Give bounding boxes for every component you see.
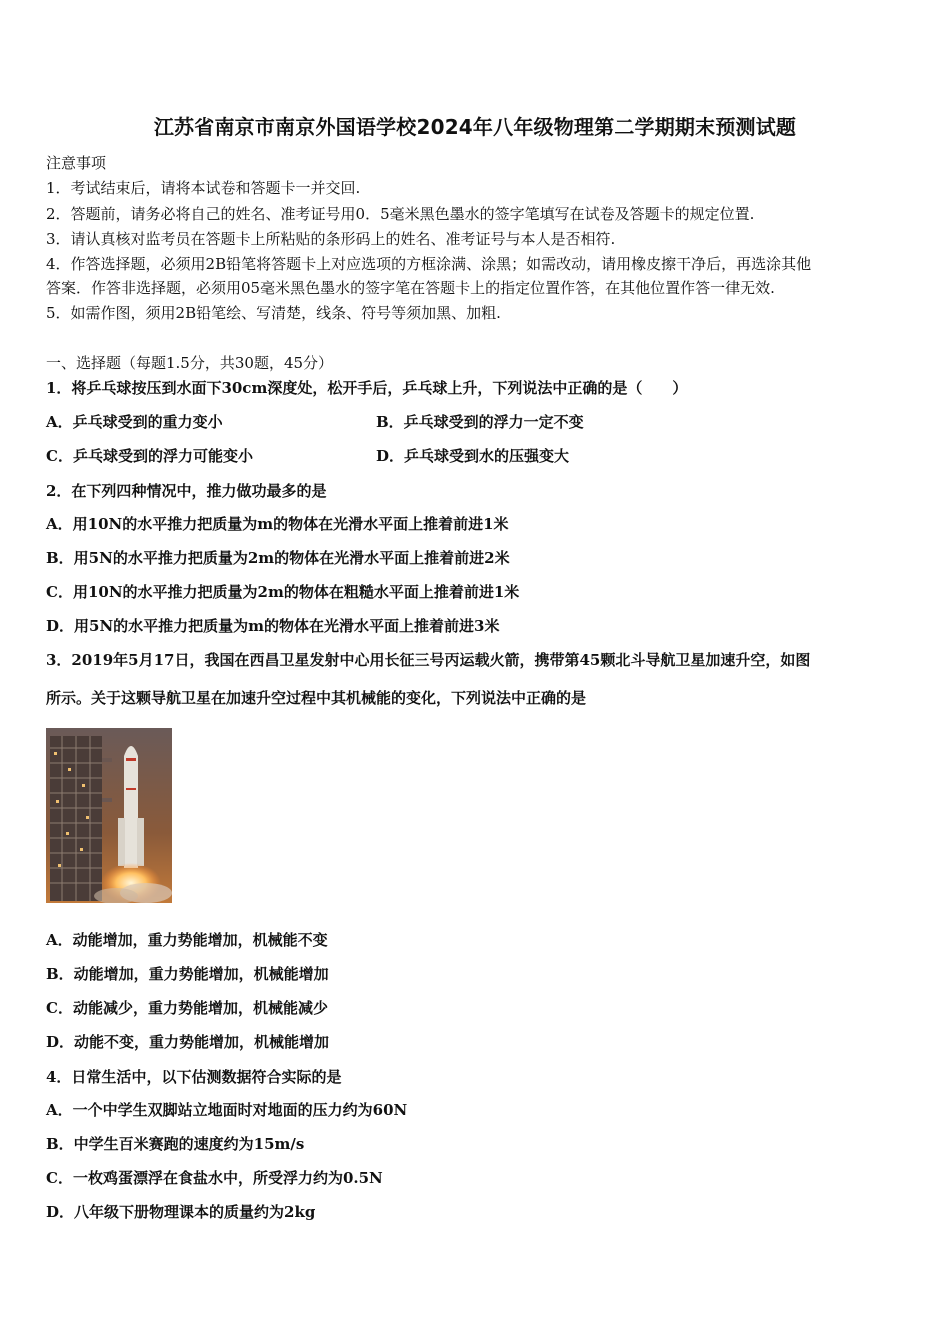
note-item: 2．答题前，请务必将自己的姓名、准考证号用0．5毫米黑色墨水的签字笔填写在试卷及答题卡的规定位置. [46, 205, 755, 223]
question-3-option-b: B．动能增加，重力势能增加，机械能增加 [46, 965, 329, 983]
question-1-stem: 1．将乒乓球按压到水面下30cm深度处，松开手后，乒乓球上升，下列说法中正确的是（ ） [46, 379, 688, 397]
question-2-stem: 2．在下列四种情况中，推力做功最多的是 [46, 482, 327, 500]
note-item: 4．作答选择题，必须用2B铅笔将答题卡上对应选项的方框涂满、涂黑；如需改动，请用橡皮擦干净后，再选涂其他 [46, 255, 812, 273]
page-title: 江苏省南京市南京外国语学校2024年八年级物理第二学期期末预测试题 [153, 115, 797, 139]
note-item: 答案．作答非选择题，必须用05毫米黑色墨水的签字笔在答题卡上的指定位置作答，在其他位置作答一律无效. [46, 279, 775, 297]
question-1-option-c: C．乒乓球受到的浮力可能变小 [46, 447, 253, 465]
note-item: 5．如需作图，须用2B铅笔绘、写清楚，线条、符号等须加黑、加粗. [46, 304, 501, 322]
question-1-option-b: B．乒乓球受到的浮力一定不变 [376, 413, 584, 431]
question-3-stem-line-1: 3．2019年5月17日，我国在西昌卫星发射中心用长征三号丙运载火箭，携带第45颗北斗导航卫星加速升空，如图 [46, 651, 811, 669]
note-item: 3．请认真核对监考员在答题卡上所粘贴的条形码上的姓名、准考证号与本人是否相符. [46, 230, 616, 248]
question-2-option-b: B．用5N的水平推力把质量为2m的物体在光滑水平面上推着前进2米 [46, 549, 510, 567]
question-2-option-a: A．用10N的水平推力把质量为m的物体在光滑水平面上推着前进1米 [46, 515, 509, 533]
question-3-option-d: D．动能不变，重力势能增加，机械能增加 [46, 1033, 330, 1051]
question-3-stem-line-2: 所示。关于这颗导航卫星在加速升空过程中其机械能的变化，下列说法中正确的是 [46, 689, 587, 707]
section-heading: 一、选择题（每题1.5分，共30题，45分） [46, 354, 334, 372]
question-2-option-d: D．用5N的水平推力把质量为m的物体在光滑水平面上推着前进3米 [46, 617, 500, 635]
question-2-option-c: C．用10N的水平推力把质量为2m的物体在粗糙水平面上推着前进1米 [46, 583, 520, 601]
question-4-stem: 4．日常生活中，以下估测数据符合实际的是 [46, 1068, 342, 1086]
question-4-option-c: C．一枚鸡蛋漂浮在食盐水中，所受浮力约为0.5N [46, 1169, 383, 1187]
rocket-launch-photo [46, 728, 172, 903]
question-4-option-a: A．一个中学生双脚站立地面时对地面的压力约为60N [46, 1101, 408, 1119]
question-3-option-a: A．动能增加，重力势能增加，机械能不变 [46, 931, 328, 949]
question-1-option-d: D．乒乓球受到水的压强变大 [376, 447, 570, 465]
question-1-option-a: A．乒乓球受到的重力变小 [46, 413, 223, 431]
note-item: 1．考试结束后，请将本试卷和答题卡一并交回. [46, 179, 361, 197]
notes-heading: 注意事项 [46, 154, 107, 172]
question-4-option-d: D．八年级下册物理课本的质量约为2kg [46, 1203, 316, 1221]
question-4-option-b: B．中学生百米赛跑的速度约为15m/s [46, 1135, 305, 1153]
question-3-option-c: C．动能减少，重力势能增加，机械能减少 [46, 999, 328, 1017]
